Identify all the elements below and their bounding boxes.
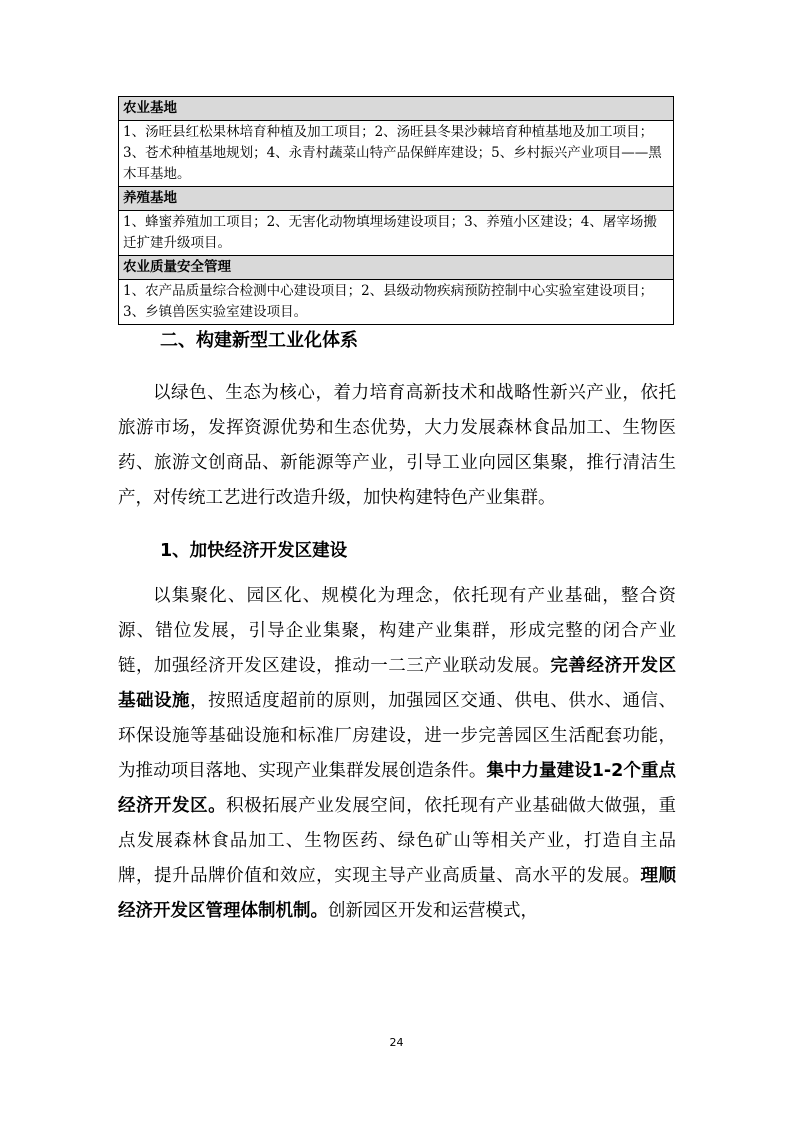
body-paragraph — [118, 579, 676, 929]
section-title: 二、构建新型工业化体系 — [160, 330, 358, 351]
bold-emphasis: 集中力量建设1-2个重点经济开发区。 — [118, 761, 676, 816]
text-span: 积极拓展产业发展空间，依托现有产业基础做大做强，重点发展森林食品加工、生物医药、绿色矿山等相关产业，打造自主品牌，提升品牌价值和效应，实现主导产业高质量、高水平的发展。 — [118, 796, 677, 886]
table-row-header — [119, 187, 674, 211]
table-header-cell: 养殖基地 — [119, 187, 674, 211]
bold-emphasis: 完善经济开发区基础设施 — [118, 656, 677, 711]
text-span: ，按照适度超前的原则，加强园区交通、供电、供水、通信、环保设施等基础设施和标准厂房建设，进一步完善园区生活配套功能，为推动项目落地、实现产业集群发展创造条件。 — [118, 691, 677, 781]
table-row-header — [119, 97, 674, 121]
table-content-cell: 1、蜂蜜养殖加工项目；2、无害化动物填埋场建设项目；3、养殖小区建设；4、屠宰场搬迁扩建升级项目。 — [119, 211, 674, 256]
text-span: 创新园区开发和运营模式， — [328, 901, 538, 921]
table-content-cell: 1、农产品质量综合检测中心建设项目；2、县级动物疾病预防控制中心实验室建设项目；3、乡镇兽医实验室建设项目。 — [119, 280, 674, 325]
body-paragraph: 以绿色、生态为核心，着力培育高新技术和战略性新兴产业，依托旅游市场，发挥资源优势和生态优势，大力发展森林食品加工、生物医药、旅游文创商品、新能源等产业，引导工业向园区集聚，推行清洁生产，对传统工艺进行改造升级，加快构建特色产业集群。 — [118, 383, 676, 508]
subsection-title: 1、加快经济开发区建设 — [160, 541, 348, 561]
page-number: 24 — [389, 1036, 404, 1049]
table-header-cell: 农业质量安全管理 — [119, 256, 674, 280]
project-table — [118, 96, 674, 325]
table-row-header — [119, 256, 674, 280]
table-row — [119, 211, 674, 256]
table-header-cell: 农业基地 — [119, 97, 674, 121]
table-row — [119, 121, 674, 187]
table-content-cell: 1、汤旺县红松果林培育种植及加工项目；2、汤旺县冬果沙棘培育种植基地及加工项目；3、苍术种植基地规划；4、永青村蔬菜山特产品保鲜库建设；5、乡村振兴产业项目——黑木耳基地。 — [119, 121, 674, 187]
table-row — [119, 280, 674, 325]
text-span: 以集聚化、园区化、规模化为理念，依托现有产业基础，整合资源、错位发展，引导企业集聚，构建产业集群，形成完整的闭合产业链，加强经济开发区建设，推动一二三产业联动发展。 — [118, 586, 676, 676]
bold-emphasis: 理顺经济开发区管理体制机制。 — [118, 866, 677, 921]
